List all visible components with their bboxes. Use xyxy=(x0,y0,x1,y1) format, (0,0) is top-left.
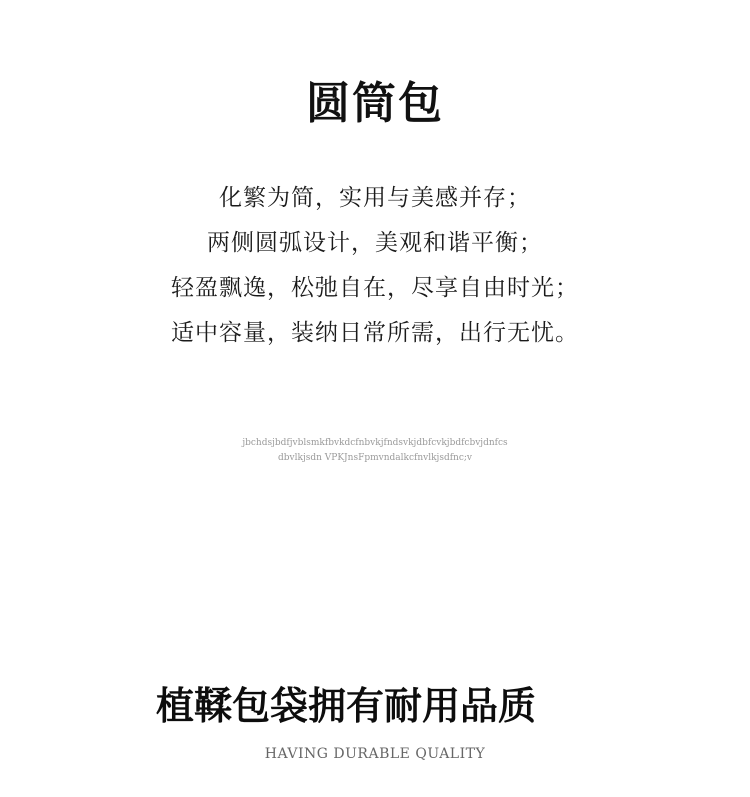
placeholder-line-1: jbchdsjbdfjvblsmkfbvkdcfnbvkjfndsvkjdbfcvkjbdfcbvjdnfcs xyxy=(242,438,508,448)
section-title: 植鞣包袋拥有耐用品质 xyxy=(156,684,537,728)
description-line-1: 化繁为简，实用与美感并存； xyxy=(219,185,531,211)
page-title: 圆筒包 xyxy=(306,78,444,129)
description-line-4: 适中容量，装纳日常所需，出行无忧。 xyxy=(171,320,579,346)
placeholder-text xyxy=(0,436,750,466)
placeholder-line-2: dbvlkjsdn VPKJnsFpmvndalkcfnvlkjsdfnc;v xyxy=(278,453,472,463)
description-line-2: 两侧圆弧设计，美观和谐平衡； xyxy=(207,230,543,256)
description-text xyxy=(0,176,750,356)
section-subtitle: HAVING DURABLE QUALITY xyxy=(264,746,486,762)
description-line-3: 轻盈飘逸，松弛自在，尽享自由时光； xyxy=(171,275,579,301)
